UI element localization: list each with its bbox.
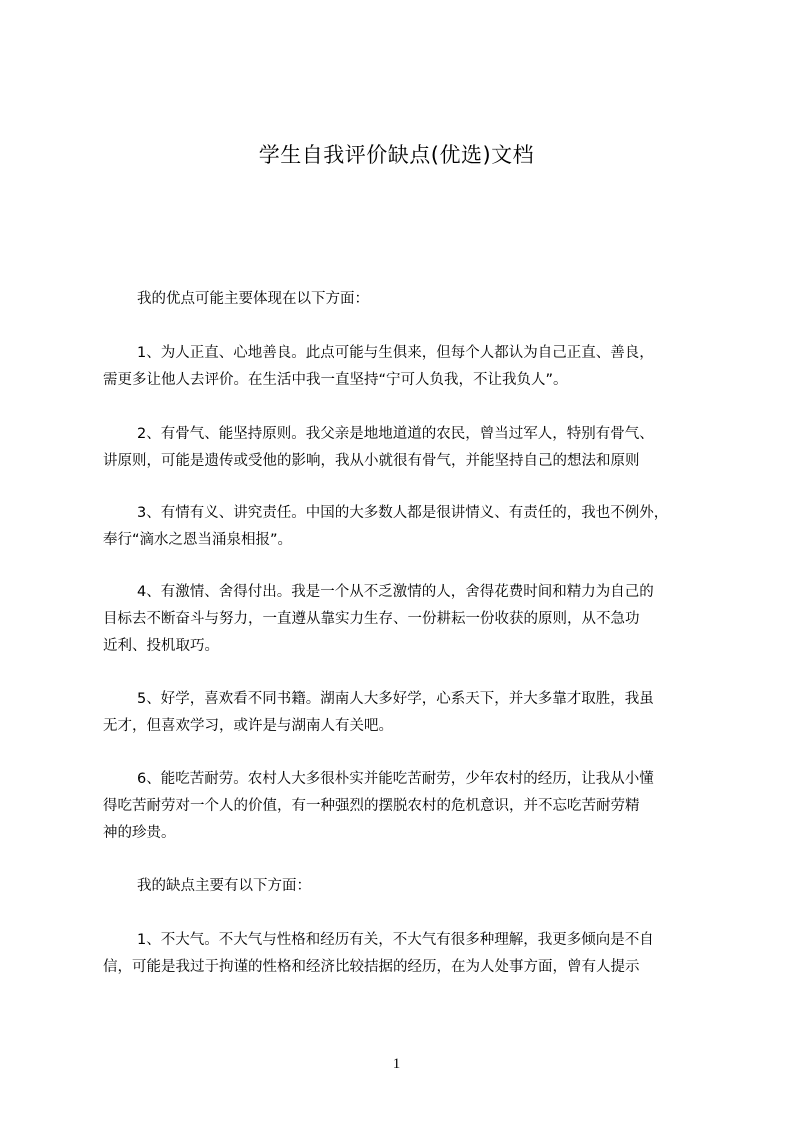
paragraph-line: 信，可能是我过于拘谨的性格和经济比较拮据的经历，在为人处事方面，曾有人提示 xyxy=(103,959,640,975)
paragraph-line: 无才，但喜欢学习，或许是与湖南人有关吧。 xyxy=(103,718,393,734)
paragraph-line: 5、好学，喜欢看不同书籍。湖南人大多好学，心系天下，并大多靠才取胜，我虽 xyxy=(137,691,654,707)
paragraph-strength-2 xyxy=(103,421,715,475)
paragraph-strength-3 xyxy=(103,500,715,554)
paragraph-line: 近利、投机取巧。 xyxy=(103,638,219,654)
paragraph-line: 1、为人正直、心地善良。此点可能与生俱来，但每个人都认为自己正直、善良， xyxy=(137,345,654,361)
paragraph-line: 2、有骨气、能坚持原则。我父亲是地地道道的农民，曾当过军人，特别有骨气、 xyxy=(137,426,654,442)
paragraph-line: 目标去不断奋斗与努力，一直遵从靠实力生存、一份耕耘一份收获的原则，从不急功 xyxy=(103,611,640,627)
paragraph-line: 3、有情有义、讲究责任。中国的大多数人都是很讲情义、有责任的，我也不例外， xyxy=(137,505,669,521)
page-number: 1 xyxy=(392,1056,401,1072)
paragraph-strength-5 xyxy=(103,686,715,740)
paragraph-weakness-1 xyxy=(103,927,715,981)
paragraph-strengths-intro xyxy=(103,286,715,313)
document-title: 学生自我评价缺点(优选)文档 xyxy=(258,143,535,167)
paragraph-line: 需更多让他人去评价。在生活中我一直坚持“宁可人负我，不让我负人”。 xyxy=(103,372,568,388)
paragraph-strength-4 xyxy=(103,579,715,660)
paragraph-line: 奉行“滴水之恩当涌泉相报”。 xyxy=(103,532,293,548)
paragraph-strength-6 xyxy=(103,766,715,847)
paragraph-strength-1 xyxy=(103,340,715,394)
paragraph-line: 得吃苦耐劳对一个人的价值，有一种强烈的摆脱农村的危机意识，并不忘吃苦耐劳精 xyxy=(103,798,640,814)
paragraph-line: 4、有激情、舍得付出。我是一个从不乏激情的人，舍得花费时间和精力为自己的 xyxy=(137,584,654,600)
paragraph-line: 我的缺点主要有以下方面： xyxy=(137,878,311,894)
paragraph-line: 6、能吃苦耐劳。农村人大多很朴实并能吃苦耐劳，少年农村的经历，让我从小懂 xyxy=(137,771,654,787)
paragraph-line: 1、不大气。不大气与性格和经历有关，不大气有很多种理解，我更多倾向是不自 xyxy=(137,932,654,948)
paragraph-weaknesses-intro xyxy=(103,873,715,900)
paragraph-line: 我的优点可能主要体现在以下方面： xyxy=(137,291,369,307)
paragraph-line: 神的珍贵。 xyxy=(103,825,176,841)
paragraph-line: 讲原则，可能是遗传或受他的影响，我从小就很有骨气，并能坚持自己的想法和原则 xyxy=(103,453,640,469)
